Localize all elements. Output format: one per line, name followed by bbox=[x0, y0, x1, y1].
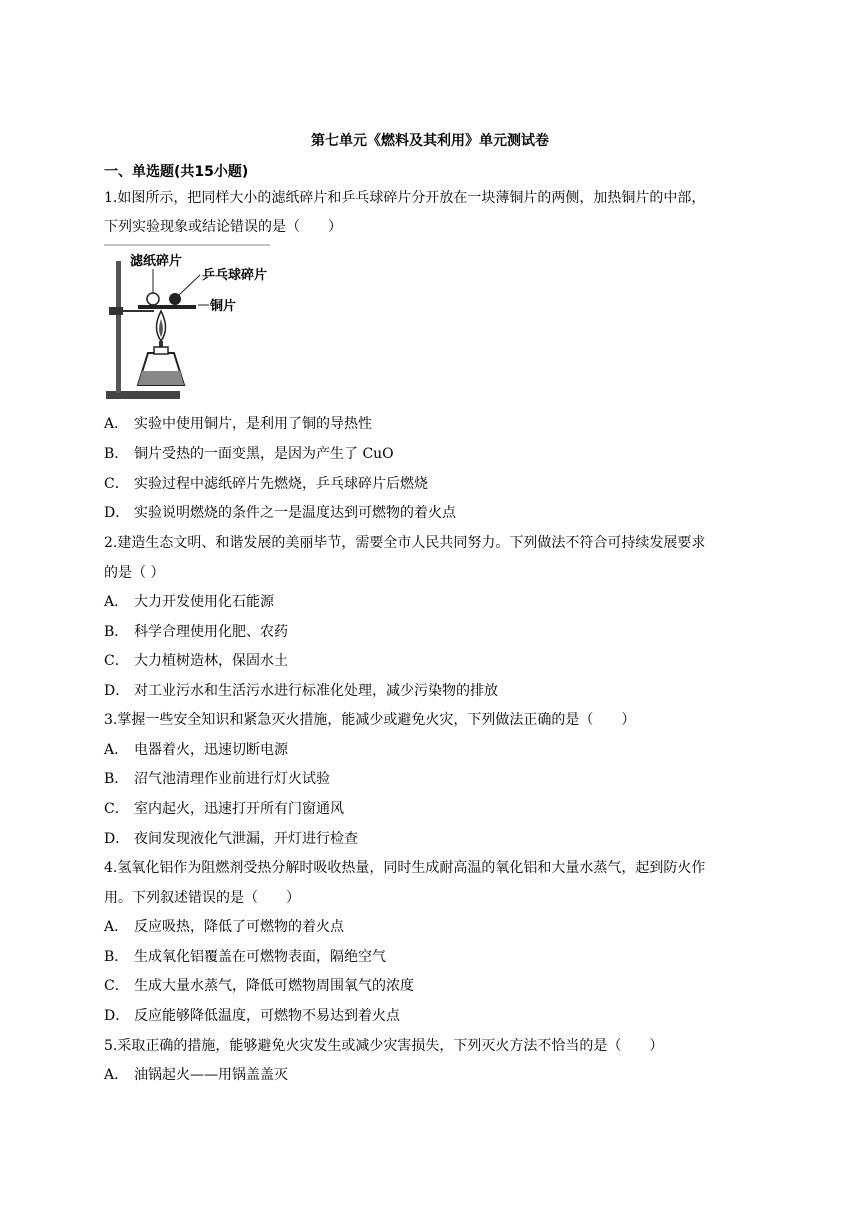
experiment-figure bbox=[104, 243, 270, 403]
option-letter: D． bbox=[104, 1008, 130, 1024]
option-text: 铜片受热的一面变黑，是因为产生了 CuO bbox=[134, 446, 394, 462]
question-1-stem-line-2: 下列实验现象或结论错误的是（ ） bbox=[104, 219, 342, 235]
option-letter: D． bbox=[104, 505, 130, 521]
question-3-option-b bbox=[104, 770, 330, 788]
question-2-option-b bbox=[104, 623, 288, 641]
option-text: 实验中使用铜片，是利用了铜的导热性 bbox=[134, 416, 372, 432]
option-letter: A． bbox=[104, 416, 129, 432]
question-1-option-b bbox=[104, 445, 394, 463]
option-letter: D． bbox=[104, 683, 130, 699]
question-2-option-c bbox=[104, 652, 288, 670]
option-letter: C． bbox=[104, 801, 129, 817]
option-text: 大力开发使用化石能源 bbox=[134, 594, 274, 610]
option-text: 科学合理使用化肥、农药 bbox=[134, 624, 288, 640]
question-1-option-a bbox=[104, 415, 372, 433]
option-text: 生成大量水蒸气，降低可燃物周围氧气的浓度 bbox=[134, 978, 414, 994]
option-letter: B． bbox=[104, 624, 129, 640]
option-letter: A． bbox=[104, 1067, 129, 1083]
label-copper-sheet: 铜片 bbox=[210, 299, 237, 314]
option-text: 夜间发现液化气泄漏，开灯进行检查 bbox=[134, 831, 358, 847]
option-text: 反应能够降低温度，可燃物不易达到着火点 bbox=[134, 1008, 400, 1024]
section-heading: 一、单选题(共15小题) bbox=[104, 164, 249, 180]
option-text: 实验过程中滤纸碎片先燃烧，乒乓球碎片后燃烧 bbox=[134, 476, 428, 492]
question-2-stem-line-2: 的是（ ） bbox=[104, 565, 165, 581]
question-3-option-d bbox=[104, 830, 358, 848]
option-text: 大力植树造林，保固水土 bbox=[134, 653, 288, 669]
question-2-option-d bbox=[104, 682, 498, 700]
option-letter: A． bbox=[104, 594, 129, 610]
option-text: 油锅起火——用锅盖盖灭 bbox=[134, 1067, 288, 1083]
question-2-option-a bbox=[104, 593, 274, 611]
option-letter: A． bbox=[104, 742, 129, 758]
option-text: 室内起火，迅速打开所有门窗通风 bbox=[134, 801, 344, 817]
label-pingpong-fragment: 乒乓球碎片 bbox=[202, 268, 268, 283]
option-text: 对工业污水和生活污水进行标准化处理，减少污染物的排放 bbox=[134, 683, 498, 699]
question-1-stem-line-1: 1.如图所示，把同样大小的滤纸碎片和乒乓球碎片分开放在一块薄铜片的两侧，加热铜片的中部， bbox=[104, 190, 706, 206]
option-text: 电器着火，迅速切断电源 bbox=[134, 742, 288, 758]
question-1-option-d bbox=[104, 504, 456, 522]
label-paper-fragment: 滤纸碎片 bbox=[130, 254, 183, 269]
question-4-stem-line-1: 4.氢氧化铝作为阻燃剂受热分解时吸收热量，同时生成耐高温的氧化铝和大量水蒸气，起到防火作 bbox=[104, 860, 706, 876]
option-letter: A． bbox=[104, 919, 129, 935]
document-title: 第七单元《燃料及其利用》单元测试卷 bbox=[311, 133, 549, 149]
question-4-stem-line-2: 用。下列叙述错误的是（ ） bbox=[104, 890, 300, 906]
question-4-option-a bbox=[104, 918, 344, 936]
question-5-option-a bbox=[104, 1066, 288, 1084]
question-4-option-d bbox=[104, 1007, 400, 1025]
question-5-stem-line-1: 5.采取正确的措施，能够避免火灾发生或减少灾害损失，下列灭火方法不恰当的是（ ） bbox=[104, 1038, 664, 1054]
question-3-option-a bbox=[104, 741, 288, 759]
option-letter: C． bbox=[104, 978, 129, 994]
question-4-option-c bbox=[104, 977, 414, 995]
option-text: 实验说明燃烧的条件之一是温度达到可燃物的着火点 bbox=[134, 505, 456, 521]
option-letter: B． bbox=[104, 446, 129, 462]
question-3-option-c bbox=[104, 800, 344, 818]
option-letter: B． bbox=[104, 771, 129, 787]
question-2-stem-line-1: 2.建造生态文明、和谐发展的美丽毕节，需要全市人民共同努力。下列做法不符合可持续发展要求 bbox=[104, 535, 706, 551]
option-letter: D． bbox=[104, 831, 130, 847]
option-text: 沼气池清理作业前进行灯火试验 bbox=[134, 771, 330, 787]
option-text: 反应吸热，降低了可燃物的着火点 bbox=[134, 919, 344, 935]
option-letter: C． bbox=[104, 653, 129, 669]
question-1-option-c bbox=[104, 475, 428, 493]
option-letter: C． bbox=[104, 476, 129, 492]
option-text: 生成氧化铝覆盖在可燃物表面，隔绝空气 bbox=[134, 949, 386, 965]
option-letter: B． bbox=[104, 949, 129, 965]
question-3-stem-line-1: 3.掌握一些安全知识和紧急灭火措施，能减少或避免火灾，下列做法正确的是（ ） bbox=[104, 712, 636, 728]
experiment-apparatus-diagram bbox=[104, 243, 270, 403]
question-4-option-b bbox=[104, 948, 386, 966]
